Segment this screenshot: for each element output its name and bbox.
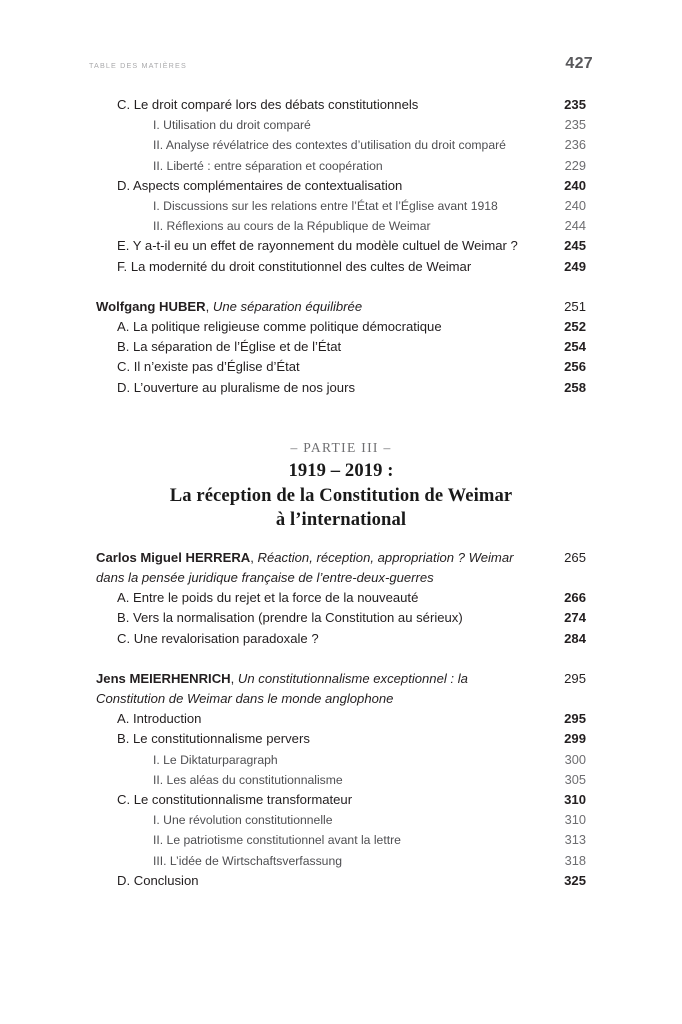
toc-entry-page: 235 [564,117,586,133]
author-work-title-continuation: Constitution de Weimar dans le monde anglophone [96,691,394,707]
toc-entry-page: 245 [564,238,586,254]
toc-entry-page: 244 [564,218,586,234]
author-separator: , [250,549,258,565]
toc-entry [96,790,586,810]
author-work-title: Réaction, réception, appropriation ? Weimar [257,549,514,565]
toc-entry-label: I. Le Diktaturparagraph [153,752,278,767]
toc-entry-label: III. L’idée de Wirtschaftsverfassung [153,853,342,868]
toc-entry-page: 274 [564,610,586,626]
toc-entry-page: 325 [564,872,586,888]
toc-entry-label: B. Le constitutionnalisme pervers [117,731,310,747]
toc-entry-page: 318 [564,852,586,868]
toc-entry-label: I. Une révolution constitutionnelle [153,813,333,828]
toc-block-huber [96,297,586,398]
part-divider-kicker: – PARTIE III – [290,440,392,455]
toc-entry-label: C. Le droit comparé lors des débats constitutionnels [117,97,419,112]
author-entry-meierhenrich-text [96,669,478,689]
author-entry-huber [96,297,586,317]
toc-entry-page: 240 [564,198,586,214]
author-separator: , [230,670,238,686]
toc-entry [96,337,586,357]
toc-entry-label: D. L’ouverture au pluralisme de nos jours [117,379,355,395]
toc-entry-label: F. La modernité du droit constitutionnel des cultes de Weimar [117,258,472,274]
toc-entry-label: A. Introduction [117,711,202,727]
toc-entry-page: 236 [564,137,586,153]
toc-entry-label: E. Y a-t-il eu un effet de rayonnement du modèle cultuel de Weimar ? [117,238,518,254]
author-entry-meierhenrich [96,669,586,689]
author-entry-huber-text [96,297,372,317]
toc-entry [96,871,586,891]
toc-entry-label: II. Réflexions au cours de la République de Weimar [153,219,431,234]
toc-entry-label: II. Analyse révélatrice des contextes d’utilisation du droit comparé [153,138,506,153]
toc-entry-page: 295 [564,711,586,727]
toc-entry-page: 305 [564,771,586,787]
part-divider-line-3: à l’international [275,509,407,530]
toc-entry [96,709,586,729]
part-divider-line-1: 1919 – 2019 : [288,460,394,481]
toc-entry [96,810,586,830]
toc-block-meierhenrich [96,669,586,891]
toc-entry-page: 300 [564,751,586,767]
toc-entry-page: 256 [564,359,586,375]
toc-entry [96,357,586,377]
toc-entry [96,317,586,337]
toc-block-top [96,95,586,277]
toc-entry-label: II. Les aléas du constitutionnalisme [153,772,343,787]
toc-entry [96,135,586,155]
toc-entry [96,830,586,850]
toc-entry-label: B. Vers la normalisation (prendre la Constitution au sérieux) [117,610,463,626]
toc-entry-label: C. Une revalorisation paradoxale ? [117,630,319,646]
toc-entry [96,115,586,135]
page-folio: 427 [565,55,593,72]
block-spacer [96,649,586,669]
toc-entry-list-huber [96,317,586,398]
toc-entry-label: D. Aspects complémentaires de contextualisation [117,177,403,193]
toc-entry-page: 313 [564,832,586,848]
part-divider-line-2: La réception de la Constitution de Weimar [169,484,513,506]
toc-entry [96,629,586,649]
toc-entry-page: 266 [564,590,586,606]
toc-entry-page: 249 [564,258,586,274]
toc-entry [96,156,586,176]
toc-entry [96,378,586,398]
block-spacer [96,277,586,297]
author-name: Wolfgang HUBER [96,298,206,314]
author-work-title: Une séparation équilibrée [212,298,363,314]
running-head-label: TABLE DES MATIÈRES [89,61,187,70]
toc-entry-page: 258 [564,379,586,395]
author-separator: , [205,298,213,314]
running-head [89,56,593,74]
author-name: Carlos Miguel HERRERA [96,549,251,565]
toc-entry-page: 252 [564,319,586,335]
toc-entry-label: II. Liberté : entre séparation et coopération [153,158,383,173]
toc-entry-page: 310 [564,792,586,808]
author-work-title: Un constitutionnalisme exceptionnel : la [237,670,468,686]
author-name: Jens MEIERHENRICH [96,670,231,686]
toc-entry-label: I. Utilisation du droit comparé [153,118,311,133]
toc-entry [96,770,586,790]
toc-entry-list-meierhenrich [96,709,586,891]
toc-entry [96,216,586,236]
toc-entry [96,95,586,115]
part-divider [96,437,586,533]
author-entry-herrera-text [96,548,523,568]
toc-entry-page: 235 [564,97,586,112]
toc-entry-page: 299 [564,731,586,747]
toc-entry-label: D. Conclusion [117,872,199,888]
toc-entry-page: 254 [564,339,586,355]
toc-entry [96,588,586,608]
toc-entry-page: 310 [564,812,586,828]
toc-entry [96,236,586,256]
toc-entry-list-herrera [96,588,586,649]
toc-entry-label: II. Le patriotisme constitutionnel avant la lettre [153,833,401,848]
author-work-title-continuation: dans la pensée juridique française de l’entre-deux-guerres [96,570,434,586]
toc-entry-label: C. Le constitutionnalisme transformateur [117,792,353,808]
toc-entry [96,851,586,871]
toc-entry-page: 284 [564,630,586,646]
author-entry-page: 251 [564,298,586,314]
toc-entry [96,729,586,749]
toc-entry-page: 240 [564,177,586,193]
toc-entry-label: A. Entre le poids du rejet et la force de la nouveauté [117,590,419,606]
toc-entry [96,257,586,277]
toc-entry-label: A. La politique religieuse comme politique démocratique [117,319,442,335]
toc-entry-label: I. Discussions sur les relations entre l’État et l’Église avant 1918 [153,199,498,214]
toc-entry [96,608,586,628]
author-entry-page: 295 [564,670,586,686]
toc-entry-label: C. Il n’existe pas d’Église d’État [117,359,300,375]
toc-block-herrera [96,548,586,649]
toc-entry-label: B. La séparation de l’Église et de l’État [117,339,342,355]
toc-entry [96,750,586,770]
author-entry-page: 265 [564,549,586,565]
toc-entry [96,176,586,196]
toc-entry-page: 229 [564,157,586,173]
author-entry-herrera [96,548,586,568]
toc-entry-list-top [96,95,586,277]
toc-entry [96,196,586,216]
